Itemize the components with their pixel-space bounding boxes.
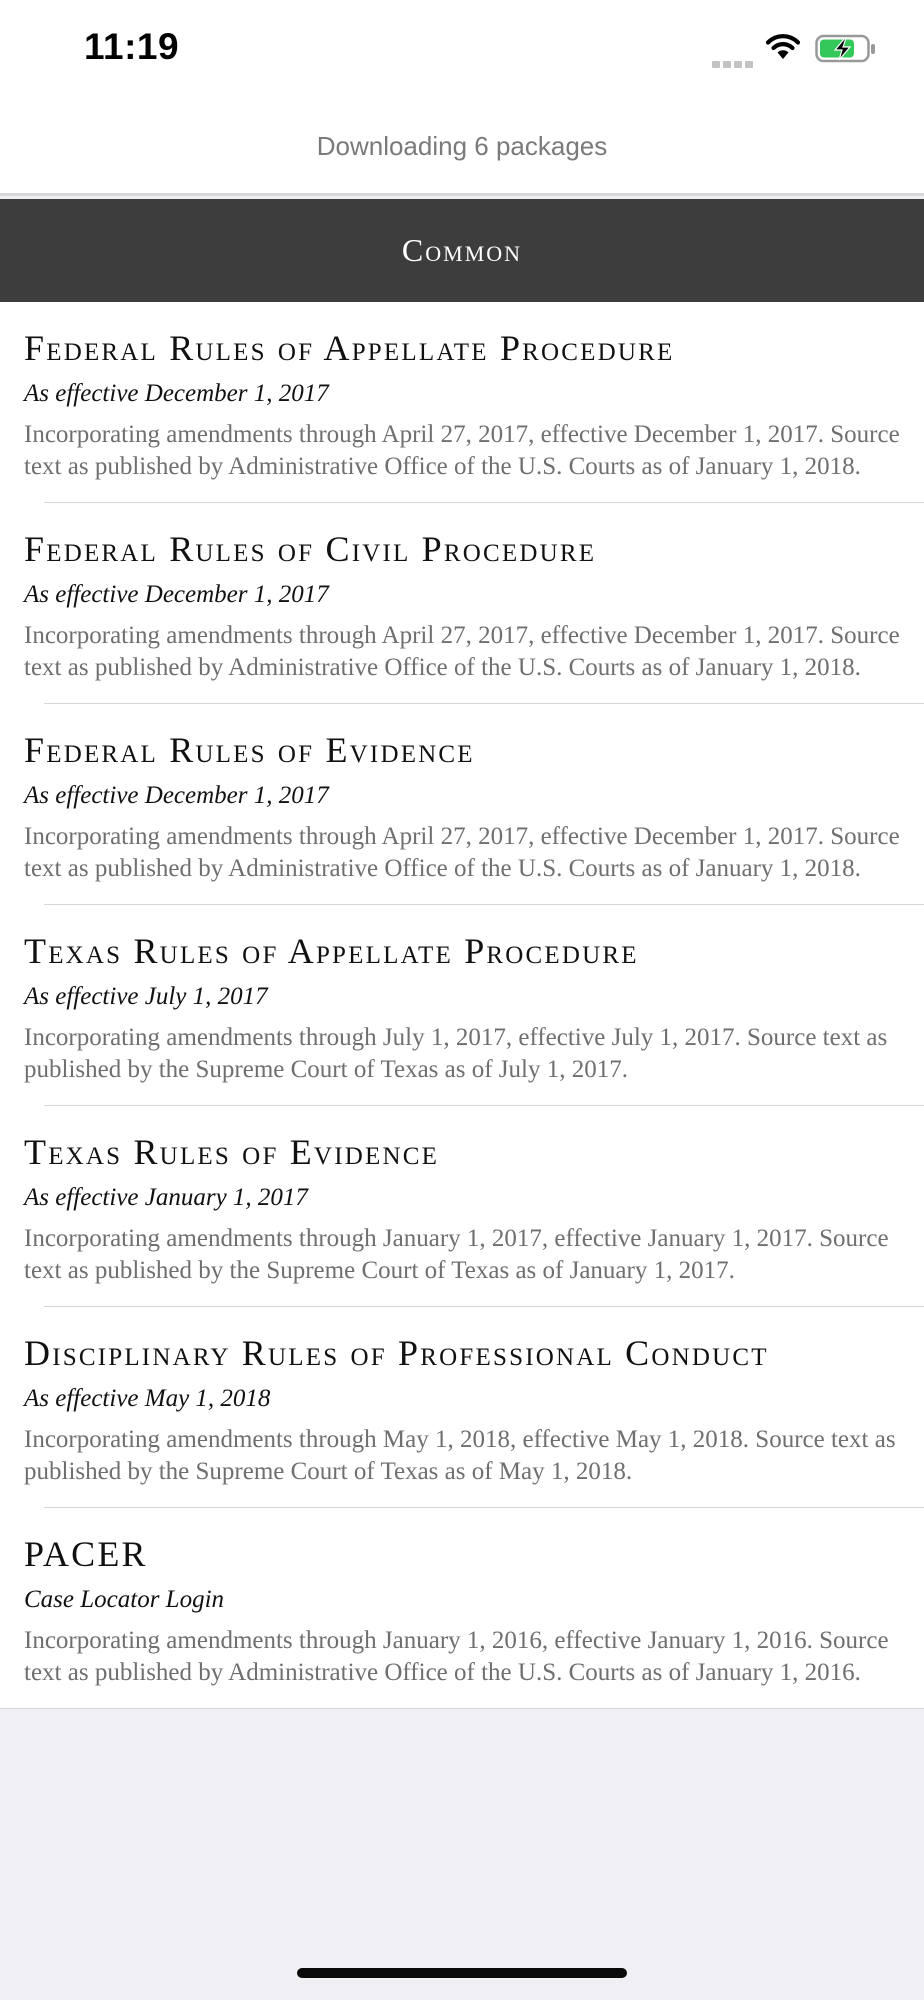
package-description: Incorporating amendments through April 27, 2017, effective December 1, 2017. Source text as published by Administrative Office of the U.S. Courts as of January 1, 2018.: [24, 421, 900, 480]
download-status-header: [0, 100, 924, 196]
download-status-text: Downloading 6 packages: [316, 131, 608, 161]
package-item-frcp[interactable]: [0, 503, 924, 704]
section-title: Common: [401, 232, 523, 268]
package-title: PACER: [24, 1534, 148, 1574]
package-item-pacer[interactable]: [0, 1508, 924, 1709]
package-item-tre[interactable]: [0, 1106, 924, 1307]
package-description: Incorporating amendments through July 1, 2017, effective July 1, 2017. Source text as published by the Supreme Court of Texas as of July 1, 2017.: [24, 1024, 888, 1083]
package-effective-date: As effective July 1, 2017: [24, 983, 268, 1010]
package-item-fre[interactable]: [0, 704, 924, 905]
section-header-common: [0, 199, 924, 302]
package-title: Federal Rules of Appellate Procedure: [24, 328, 675, 368]
package-item-disciplinary-rules[interactable]: [0, 1307, 924, 1508]
package-item-trap[interactable]: [0, 905, 924, 1106]
package-title: Disciplinary Rules of Professional Conduct: [24, 1333, 769, 1373]
wifi-icon: [764, 33, 802, 66]
package-description: Incorporating amendments through May 1, 2018, effective May 1, 2018. Source text as published by the Supreme Court of Texas as of May 1, 2018.: [24, 1426, 896, 1485]
package-effective-date: As effective January 1, 2017: [24, 1184, 308, 1211]
home-indicator[interactable]: [297, 1968, 627, 1978]
package-effective-date: Case Locator Login: [24, 1586, 225, 1613]
status-time: 11:19: [84, 26, 180, 67]
package-title: Federal Rules of Evidence: [24, 730, 475, 770]
package-title: Texas Rules of Appellate Procedure: [24, 931, 639, 971]
package-effective-date: As effective December 1, 2017: [24, 581, 329, 608]
package-title: Federal Rules of Civil Procedure: [24, 529, 597, 569]
package-description: Incorporating amendments through April 27, 2017, effective December 1, 2017. Source text as published by Administrative Office of the U.S. Courts as of January 1, 2018.: [24, 622, 900, 681]
package-description: Incorporating amendments through April 27, 2017, effective December 1, 2017. Source text as published by Administrative Office of the U.S. Courts as of January 1, 2018.: [24, 823, 900, 882]
package-description: Incorporating amendments through January 1, 2017, effective January 1, 2017. Source text as published by the Supreme Court of Texas as of January 1, 2017.: [24, 1225, 889, 1284]
battery-charging-icon: [815, 34, 877, 69]
package-item-frap[interactable]: [0, 302, 924, 503]
status-bar: [0, 0, 924, 100]
cellular-signal-icon: [712, 55, 756, 73]
package-effective-date: As effective May 1, 2018: [24, 1385, 271, 1412]
package-effective-date: As effective December 1, 2017: [24, 782, 329, 809]
package-effective-date: As effective December 1, 2017: [24, 380, 329, 407]
package-description: Incorporating amendments through January 1, 2016, effective January 1, 2016. Source text as published by Administrative Office of the U.S. Courts as of January 1, 2016.: [24, 1627, 889, 1686]
package-title: Texas Rules of Evidence: [24, 1132, 440, 1172]
package-list: [0, 302, 924, 1709]
